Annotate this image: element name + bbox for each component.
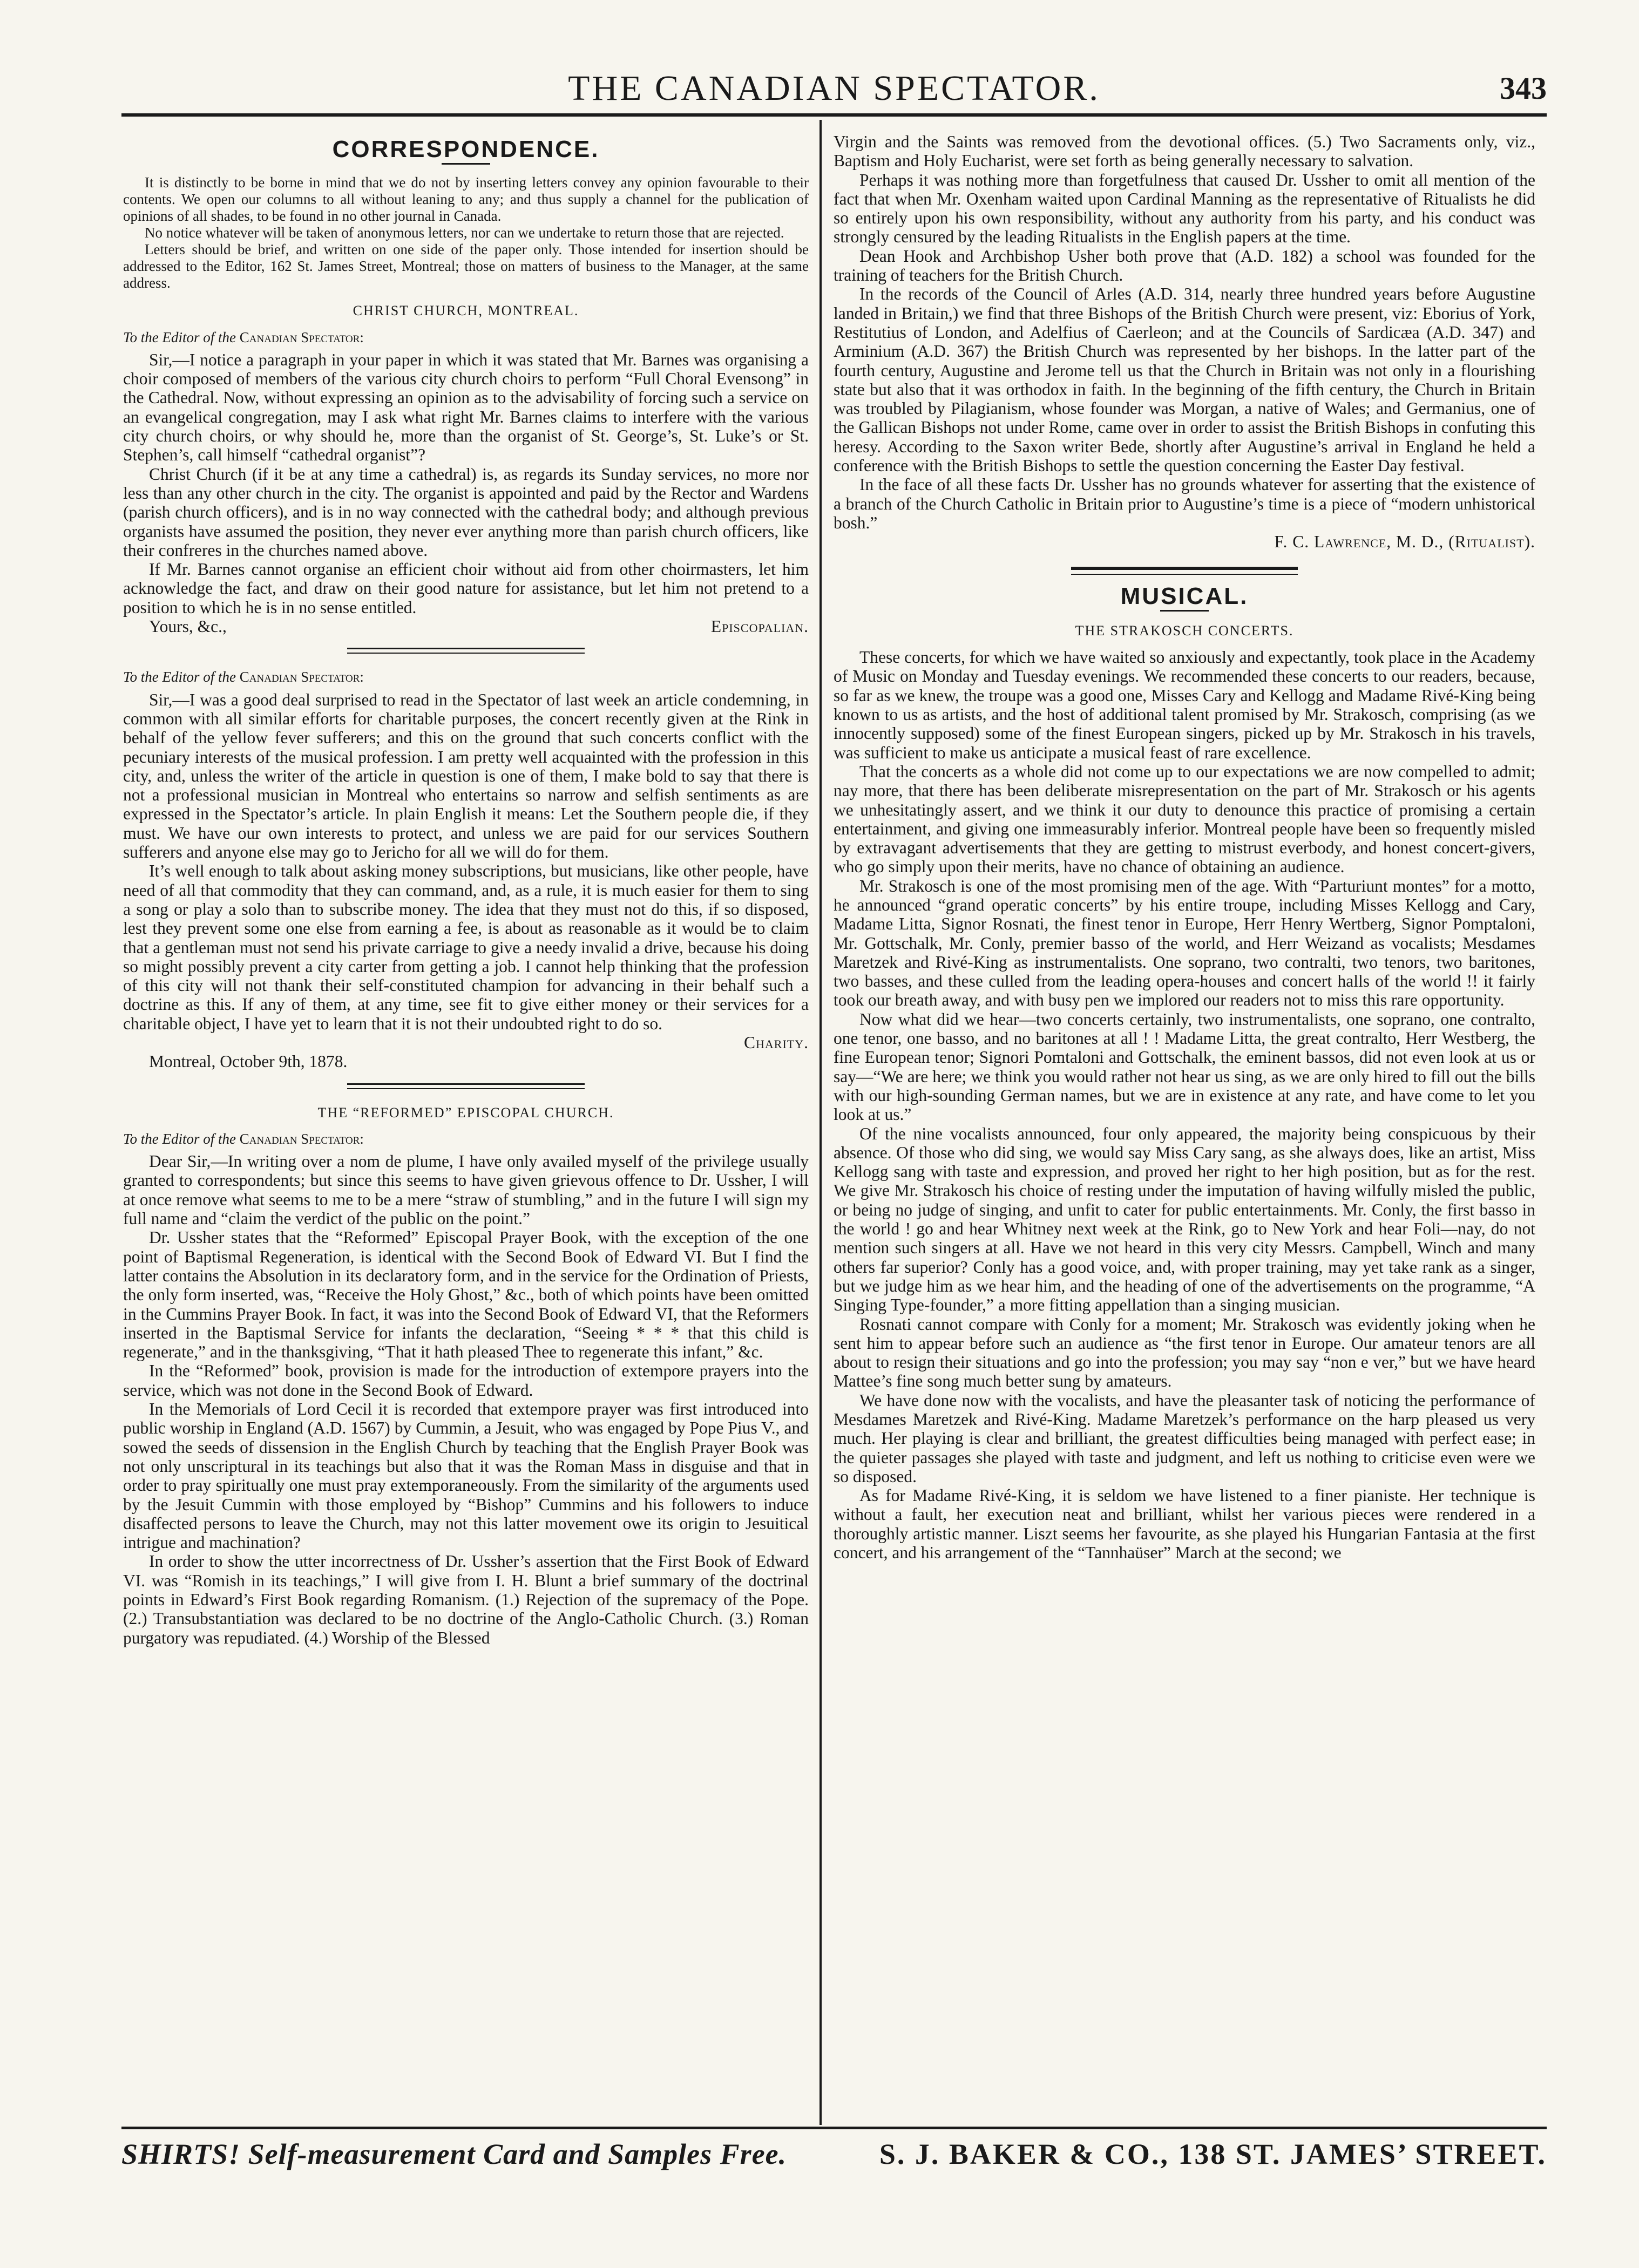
to-editor-line xyxy=(123,668,809,687)
to-editor-text: To the Editor of the xyxy=(123,329,236,345)
letter-paragraph: It’s well enough to talk about asking money subscriptions, but musicians, like other people, have need of all that commodity that they can command, and, as a rule, it is much easier for them to sing a song or play a solo than to subscribe money. The idea that they must not do this, if so disposed, lest they prevent some one else from earning a fee, is about as reasonable as it would be to claim that a gentleman must not send his private carriage to give a needy invalid a drive, because his doing so might possibly prevent a city carter from getting a job. I cannot help thinking that the profession of this city will not thank their self-constituted champion for advancing in their behalf such a doctrine as this. If any of them, at any time, see fit to give either money or their services for a charitable object, I have yet to learn that it is not their undoubted right to do so. xyxy=(123,861,809,1033)
signature: F. C. Lawrence, M. D., (Ritualist). xyxy=(1274,532,1535,552)
article-paragraph: These concerts, for which we have waited so anxiously and expectantly, took place in the Academy of Music on Monday and Tuesday evenings. We recommended these concerts to our readers, because, so far as we knew, the troupe was a good one, Misses Cary and Kellogg and Madame Rivé-King being known to us as artists, and the host of additional talent promised by Mr. Strakosch, comprising (as we innocently supposed) some of the finest European singers, picked up by Mr. Strakosch in his travels, was sufficient to make us anticipate a musical feast of rare excellence. xyxy=(834,648,1535,762)
to-editor-text: To the Editor of the xyxy=(123,1130,236,1147)
to-editor-line xyxy=(123,328,809,347)
letter-paragraph: Virgin and the Saints was removed from the devotional offices. (5.) Two Sacraments only, viz., Baptism and Holy Eucharist, were set forth as being generally necessary to salvation. xyxy=(834,132,1535,171)
section-rule xyxy=(347,1083,585,1089)
signature: Episcopalian. xyxy=(710,617,809,636)
letter-paragraph: Dr. Ussher states that the “Reformed” Episcopal Prayer Book, with the exception of the one point of Baptismal Regeneration, is identical with the Second Book of Edward VI. But I find the latter contains the Absolution in its declaratory form, and in the service for the Ordination of Priests, the only form inserted, was, “Receive the Holy Ghost,” &c., both of which points have been omitted in the Cummins Prayer Book. In fact, it was into the Second Book of Edward VI, that the Reformers inserted in the Baptismal Service for infants the declaration, “Seeing * * * that this child is regenerate,” and in the thanksgiving, “That it hath pleased Thee to regenerate this infant,” &c. xyxy=(123,1228,809,1362)
editorial-notice xyxy=(123,174,809,291)
shirts-ad: SHIRTS! Self-measurement Card and Samples Free. xyxy=(121,2138,787,2170)
closing-text: Yours, &c., xyxy=(149,617,227,636)
letter-subhead: CHRIST CHURCH, MONTREAL. xyxy=(353,303,579,319)
article-paragraph: That the concerts as a whole did not come up to our expectations we are now compelled to admit; nay more, that there has been deliberate misrepresentation on the part of Mr. Strakosch or his agents we unhesitatingly assert, and we think it our duty to denounce this practice of promising a certain entertainment, and giving one immeasurably inferior. Montreal people have been so frequently misled by extravagant advertisements that they are getting to mistrust everbody, and honest concert-givers, who go simply upon their merits, have no chance of obtaining an audience. xyxy=(834,762,1535,877)
advertiser-address: S. J. BAKER & CO., 138 ST. JAMES’ STREET. xyxy=(879,2138,1547,2170)
article-paragraph: Mr. Strakosch is one of the most promising men of the age. With “Parturiunt montes” for a motto, he announced “grand operatic concerts” by his entire troupe, including Misses Kellogg and Cary, Madame Litta, Signor Rosnati, the finest tenor in Europe, Herr Henry Wertberg, Signor Pomptaloni, Mr. Gottschalk, Mr. Conly, premier basso of the world, and Herr Weizand as vocalists; Mesdames Maretzek and Rivé-King as instrumentalists. One soprano, two contralti, two tenors, two baritones, two basses, and these culled from the leading opera-houses and concert halls of the world !! it fairly took our breath away, and with busy pen we implored our readers not to miss this rare opportunity. xyxy=(834,876,1535,1010)
letter-paragraph: In the Memorials of Lord Cecil it is recorded that extempore prayer was first introduced into public worship in England (A.D. 1567) by Cummin, a Jesuit, who was engaged by Pope Pius V., and sowed the seeds of dissension in the English Church by teaching that the English Prayer Book was not only unscriptural in its teachings but also that it was the Roman Mass in disguise and that in order to pray spiritually one must pray extemporaneously. From the similarity of the arguments used by the Jesuit Cummin with those employed by “Bishop” Cummins and his followers to induce disaffected persons to leave the Church, may not this latter movement owe its origin to Jesuitical intrigue and machination? xyxy=(123,1400,809,1552)
letter-paragraph: Perhaps it was nothing more than forgetfulness that caused Dr. Ussher to omit all mention of the fact that when Mr. Oxenham waited upon Cardinal Manning as the representative of Ritualists he did so entirely upon his own responsibility, without any authority from his party, and his conduct was strongly censured by the leading Ritualists in the English papers at the time. xyxy=(834,170,1535,247)
heading-rule xyxy=(1160,610,1209,612)
right-column xyxy=(834,132,1535,2124)
publication-name: Canadian Spectator: xyxy=(239,669,364,685)
letter-paragraph: In the “Reformed” book, provision is made for the introduction of extempore prayers into the service, which was not done in the Second Book of Edward. xyxy=(123,1361,809,1400)
letter-paragraph: In the face of all these facts Dr. Ussher has no grounds whatever for asserting that the existence of a branch of the Church Catholic in Britain prior to Augustine’s time is a piece of “modern unhistorical bosh.” xyxy=(834,475,1535,532)
notice-paragraph: No notice whatever will be taken of anonymous letters, nor can we undertake to return those that are rejected. xyxy=(145,225,784,241)
letter-paragraph: Dean Hook and Archbishop Usher both prove that (A.D. 182) a school was founded for the training of teachers for the British Church. xyxy=(834,246,1535,285)
signature: Charity. xyxy=(744,1033,809,1052)
section-rule xyxy=(347,648,585,654)
to-editor-line xyxy=(123,1130,809,1149)
section-rule xyxy=(1071,567,1298,575)
letter-paragraph: Dear Sir,—In writing over a nom de plume, I have only availed myself of the privilege usually granted to correspondents; but since this seems to have given grievous offence to Dr. Ussher, I will at once remove what seems to me to be a mere “straw of stumbling,” and in the future I will sign my full name and “claim the verdict of the public on the point.” xyxy=(123,1152,809,1228)
musical-heading: MUSICAL. xyxy=(1120,582,1249,609)
correspondence-heading: CORRESPONDENCE. xyxy=(332,136,600,162)
letter-subhead: THE “REFORMED” EPISCOPAL CHURCH. xyxy=(317,1104,614,1121)
page-number: 343 xyxy=(1500,71,1547,106)
publication-name: Canadian Spectator: xyxy=(239,1130,364,1147)
letter-paragraph: In order to show the utter incorrectness of Dr. Ussher’s assertion that the First Book of Edward VI. was “Romish in its teachings,” I will give from I. H. Blunt a brief summary of the doctrinal points in Edward’s First Book regarding Romanism. (1.) Rejection of the supremacy of the Pope. (2.) Transubstantiation was declared to be no doctrine of the Anglo-Catholic Church. (3.) Roman purgatory was repudiated. (4.) Worship of the Blessed xyxy=(123,1552,809,1647)
article-paragraph: As for Madame Rivé-King, it is seldom we have listened to a finer pianiste. Her technique is without a fault, her execution neat and brilliant, whilst her various pieces were rendered in a thoroughly artistic manner. Liszt seems her favourite, as she played his Hungarian Fantasia at the first concert, and his arrangement of the “Tannhaüser” March at the second; we xyxy=(834,1486,1535,1563)
article-paragraph: We have done now with the vocalists, and have the pleasanter task of noticing the performance of Mesdames Maretzek and Rivé-King. Madame Maretzek’s performance on the harp pleased us very much. Her playing is clear and brilliant, the greatest difficulties being managed with perfect ease; in the quieter passages she played with taste and judgment, and left us nothing to criticise even were we so disposed. xyxy=(834,1390,1535,1486)
letter-paragraph: In the records of the Council of Arles (A.D. 314, nearly three hundred years before Augustine landed in Britain,) we find that three Bishops of the British Church were present, viz: Eborius of York, Restitutius of London, and Adelfius of Caerleon; and at the Councils of Sardicæa (A.D. 347) and Arminium (A.D. 367) the British Church was represented by her bishops. In the latter part of the fourth century, Augustine and Jerome tell us that the Church in Britain was not only in a flourishing state but also that it was orthodox in faith. In the beginning of the fifth century, the Church in Britain was troubled by Pilagianism, whose founder was Morgan, a native of Wales; and Germanius, one of the Gallican Bishops not under Rome, came over in order to assist the British Bishops in confuting this heresy. According to the Saxon writer Bede, shortly after Augustine’s arrival in England he held a conference with the British Bishops to settle the question concerning the Easter Day festival. xyxy=(834,284,1535,476)
dateline: Montreal, October 9th, 1878. xyxy=(149,1052,348,1071)
left-column xyxy=(123,132,809,2124)
column-divider xyxy=(819,120,822,2125)
article-subhead: THE STRAKOSCH CONCERTS. xyxy=(1075,622,1294,639)
article-paragraph: Now what did we hear—two concerts certainly, two instrumentalists, one soprano, one contralto, one tenor, one basso, and no baritones at all ! ! Madame Litta, the great contralto, Herr Westberg, the fine European tenor; Signori Pomtaloni and Gottschalk, the eminent bassos, did not even look at us or say—“We are here; we think you would rather not hear us sing, as we are only hired to fill out the bills with our high-sounding German names, but we are in existence at any rate, and have come to let you look at us.” xyxy=(834,1009,1535,1124)
article-paragraph: Rosnati cannot compare with Conly for a moment; Mr. Strakosch was evidently joking when he sent him to appear before such an audience as “the first tenor in Europe. Our amateur tenors are all about to resign their situations and go into the profession; you may say “non e ver,” but we have heard Mattee’s fine song much better sung by amateurs. xyxy=(834,1314,1535,1391)
letter-paragraph: Christ Church (if it be at any time a cathedral) is, as regards its Sunday services, no more nor less than any other church in the city. The organist is appointed and paid by the Rector and Wardens (parish church officers), and is in no way connected with the cathedral body; and although previous organists have assumed the position, they never ever anything more than parish church officers, like their confreres in the churches named above. xyxy=(123,464,809,560)
notice-paragraph: It is distinctly to be borne in mind that we do not by inserting letters convey any opinion favourable to their contents. We open our columns to all without leaning to any; and thus supply a channel for the publication of opinions of all shades, to be found in no other journal in Canada. xyxy=(123,174,809,225)
to-editor-text: To the Editor of the xyxy=(123,669,236,685)
footer-advertisement xyxy=(121,2137,1547,2186)
header-rule xyxy=(121,113,1547,117)
notice-paragraph: Letters should be brief, and written on one side of the paper only. Those intended for insertion should be addressed to the Editor, 162 St. James Street, Montreal; those on matters of business to the Manager, at the same address. xyxy=(123,241,809,291)
letter-paragraph: Sir,—I notice a paragraph in your paper in which it was stated that Mr. Barnes was organising a choir composed of members of the various city church choirs to perform “Full Choral Evensong” in the Cathedral. Now, without expressing an opinion as to the advisability of forcing such a service on an evangelical congregation, may I ask what right Mr. Barnes claims to interfere with the various city church choirs, or why should he, more than the organist of St. George’s, St. Luke’s or St. Stephen’s, call himself “cathedral organist”? xyxy=(123,350,809,465)
letter-paragraph: Sir,—I was a good deal surprised to read in the Spectator of last week an article condemning, in common with all similar efforts for charitable purposes, the concert recently given at the Rink in behalf of the yellow fever sufferers; and this on the ground that such concerts conflict with the pecuniary interests of the musical profession. I am pretty well acquainted with the profession in this city, and, unless the writer of the article in question is one of them, I make bold to say that there is not a professional musician in Montreal who entertains so narrow and selfish sentiments as are expressed in the Spectator’s article. In plain English it means: Let the Southern people die, if they must. We have our own interests to protect, and unless we are paid for our services Southern sufferers and anyone else may go to Jericho for all we will do for them. xyxy=(123,690,809,862)
article-paragraph: Of the nine vocalists announced, four only appeared, the majority being conspicuous by their absence. Of those who did sing, we would say Miss Cary sang, as she always does, like an artist, Miss Kellogg sang with taste and expression, and proved her right to her high position, but as for the rest. We give Mr. Strakosch his choice of resting under the imputation of having wilfully misled the public, or being no judge of singing, and unfit to cater for public entertainments. Mr. Conly, the first basso in the world ! go and hear Whitney next week at the Rink, go to New York and hear Foli—nay, do not mention such singers at all. Have we not heard in this very city Messrs. Campbell, Winch and many others far superior? Conly has a good voice, and, with proper training, may yet take rank as a singer, but we judge him as we hear him, and the heading of one of the advertisements on the programme, “A Singing Type-founder,” a more fitting appellation than a singing musician. xyxy=(834,1124,1535,1315)
footer-rule xyxy=(121,2127,1547,2129)
newspaper-title: THE CANADIAN SPECTATOR. xyxy=(568,69,1100,108)
letter-closing xyxy=(123,617,809,636)
heading-rule xyxy=(442,163,490,165)
publication-name: Canadian Spectator: xyxy=(239,329,364,345)
letter-paragraph: If Mr. Barnes cannot organise an efficient choir without aid from other choirmasters, let him acknowledge the fact, and draw on their good nature for assistance, but let him not pretend to a position to which he is in no sense entitled. xyxy=(123,560,809,617)
